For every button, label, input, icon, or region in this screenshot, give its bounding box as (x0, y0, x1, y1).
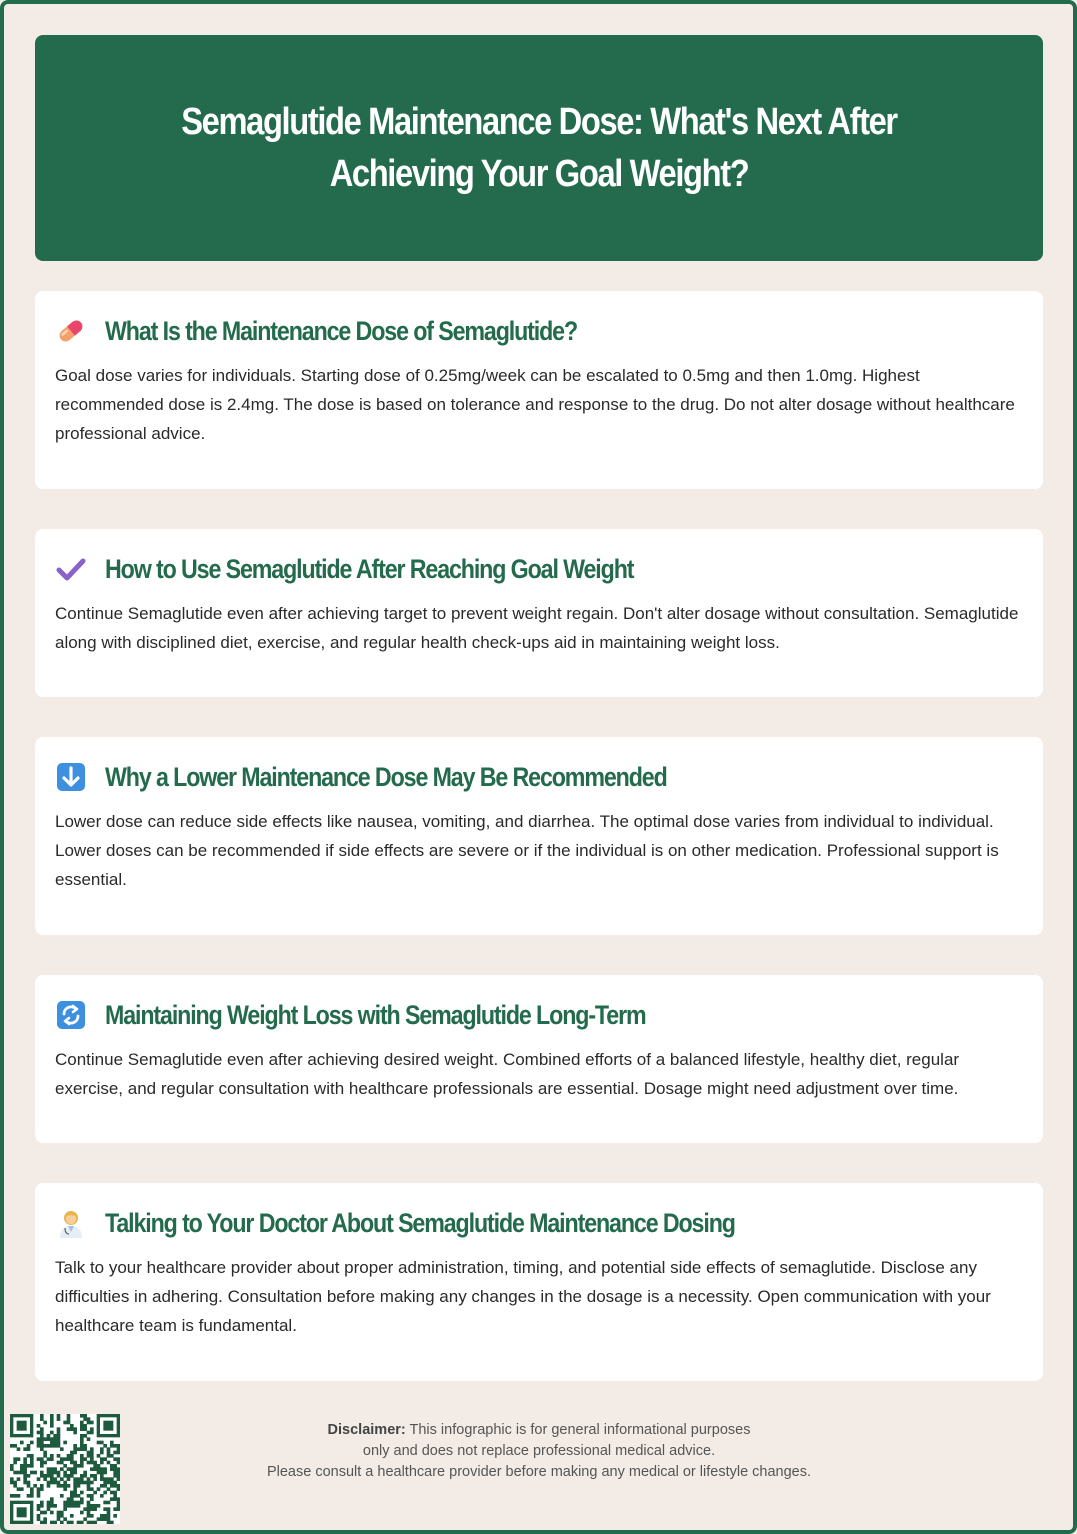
page-title: Semaglutide Maintenance Dose: What's Next After Achieving Your Goal Weight? (181, 101, 897, 195)
checkmark-icon (55, 553, 87, 585)
pill-icon (55, 315, 87, 347)
section-body: Continue Semaglutide even after achieving desired weight. Combined efforts of a balanced lifestyle, healthy diet, regular exercise, and regular consultation with healthcare professionals are essential. Dosage might need adjustment over time. (55, 1050, 960, 1098)
section-card-talk-to-doctor (35, 1183, 1043, 1381)
disclaimer-line-3: Please consult a healthcare provider before making any medical or lifestyle changes. (266, 1464, 812, 1480)
section-heading-row (55, 551, 1023, 587)
section-card-lower-dose (35, 737, 1043, 935)
section-heading-row (55, 1205, 1023, 1241)
down-arrow-icon (55, 761, 87, 793)
section-card-maintenance-dose (35, 291, 1043, 489)
section-heading-row (55, 759, 1023, 795)
section-body: Lower dose can reduce side effects like nausea, vomiting, and diarrhea. The optimal dose varies from individual to individual. Lower doses can be recommended if side effects are severe or if the individual is on other medication. Professional support is essential. (55, 812, 999, 889)
section-body: Talk to your healthcare provider about proper administration, timing, and potential side effects of semaglutide. Disclose any difficulties in adhering. Consultation before making any changes in the dosage is a necessity. Open communication with your healthcare team is fundamental. (55, 1258, 991, 1335)
section-heading: How to Use Semaglutide After Reaching Goal Weight (105, 553, 634, 584)
section-heading: Why a Lower Maintenance Dose May Be Recommended (105, 761, 667, 792)
section-body: Goal dose varies for individuals. Starting dose of 0.25mg/week can be escalated to 0.5mg and then 1.0mg. Highest recommended dose is 2.4mg. The dose is based on tolerance and response to the drug. Do not alter dosage without healthcare professional advice. (55, 366, 1015, 443)
section-card-long-term (35, 975, 1043, 1143)
repeat-arrows-icon (55, 999, 87, 1031)
section-heading: Talking to Your Doctor About Semaglutide Maintenance Dosing (105, 1207, 735, 1238)
section-heading-row (55, 313, 1023, 349)
health-worker-icon (55, 1207, 87, 1239)
section-heading-row (55, 997, 1023, 1033)
section-body: Continue Semaglutide even after achieving target to prevent weight regain. Don't alter dosage without consultation. Semaglutide along with disciplined diet, exercise, and regular health check-ups aid in maintaining weight loss. (55, 604, 1019, 652)
section-card-after-goal-weight (35, 529, 1043, 697)
disclaimer-label: Disclaimer: (327, 1422, 406, 1438)
disclaimer (200, 1420, 878, 1483)
disclaimer-line-1: This infographic is for general informational purposes (409, 1422, 751, 1438)
qr-code[interactable] (10, 1414, 120, 1524)
section-heading: What Is the Maintenance Dose of Semaglutide? (105, 315, 578, 346)
section-heading: Maintaining Weight Loss with Semaglutide Long-Term (105, 999, 646, 1030)
footer (0, 1412, 1077, 1532)
title-banner (35, 35, 1043, 261)
disclaimer-line-2: only and does not replace professional medical advice. (362, 1443, 716, 1459)
